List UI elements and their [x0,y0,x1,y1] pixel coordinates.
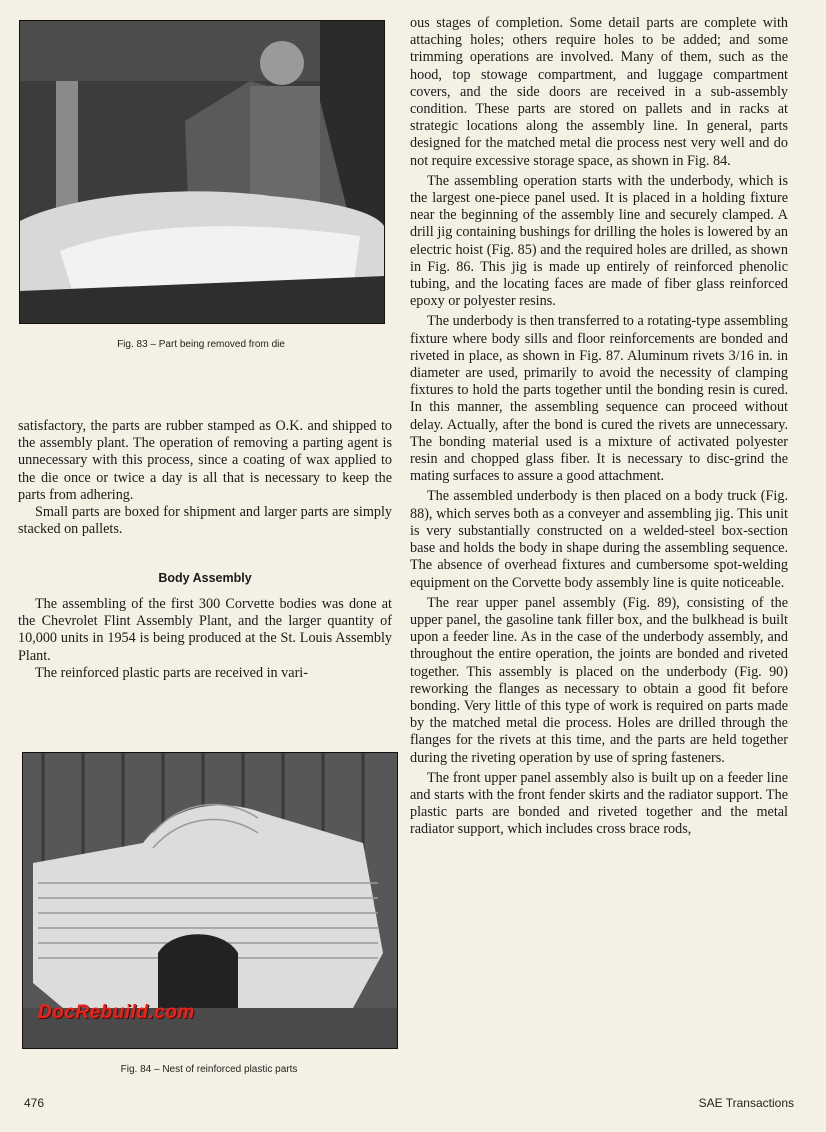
page-number: 476 [24,1096,45,1110]
paragraph: Small parts are boxed for shipment and larger parts are simply stacked on pallets. [18,504,392,538]
section-heading: Body Assembly [158,571,252,585]
paragraph: satisfactory, the parts are rubber stamped as O.K. and shipped to the assembly plant. The operation of removing a parting agent is unnecessary with this process, since a coating of wax applied to the die once or twice a day is all that is necessary to keep the parts from adhering. [18,418,392,503]
paragraph: The rear upper panel assembly (Fig. 89), consisting of the upper panel, the gasoline tank filler box, and the bulkhead is built upon a feeder line. As in the case of the underbody assembly, and throughout the entire operation, the joints are bonded and riveted together. This assembly is placed on the underbody (Fig. 90) reworking the flanges as necessary to obtain a good fit before bonding. Very little of this type of work is required on parts made by the matched metal die process. Holes are drilled through the flanges for the rivets at this time, and the parts are held together during the riveting operation by use of spring fasteners. [410,594,788,766]
paragraph: The assembling operation starts with the underbody, which is the largest one-piece panel used. It is placed in a holding fixture near the beginning of the assembly line and securely clamped. A drill jig containing bushings for drilling the holes is lowered by an electric hoist (Fig. 85) and the required holes are drilled, as shown in Fig. 86. This jig is made up entirely of reinforced phenolic tubing, and the locating faces are made of fiber glass reinforced epoxy or polyester resins. [410,172,788,310]
journal-title: SAE Transactions [698,1096,794,1110]
left-column-section [18,596,392,682]
paragraph: The reinforced plastic parts are received in vari- [35,664,308,681]
figure-84-caption: Fig. 84 – Nest of reinforced plastic parts [120,1064,298,1075]
figure-83-illustration [20,21,384,323]
paragraph: ous stages of completion. Some detail parts are complete with attaching holes; others require holes to be added; and some trimming operations are involved. Many of them, such as the hood, top stowage compartment, and luggage compartment covers, and the side doors are received in a sub-assembly condition. These parts are stored on pallets and in racks at strategic locations along the assembly line. In general, parts designed for the matched metal die process nest very well and do not require excessive storage space, as shown in Fig. 84. [410,15,788,169]
paragraph: The front upper panel assembly also is built up on a feeder line and starts with the front fender skirts and the radiator support. The plastic parts are bonded and riveted together and the metal radiator support, which includes cross brace rods, [410,769,788,838]
paragraph: The assembled underbody is then placed on a body truck (Fig. 88), which serves both as a conveyer and assembling jig. This unit is very substantially constructed on a welded-steel box-section base and holds the body in shape during the assembling sequence. The absence of overhead fixtures and cumbersome spot-welding equipment on the Corvette body assembly line is quite noticeable. [410,488,788,591]
paragraph: The assembling of the first 300 Corvette bodies was done at the Chevrolet Flint Assembly Plant, and the larger quantity of 10,000 units in 1954 is being produced at the St. Louis Assembly Plant. [18,596,392,664]
left-column-top [18,418,392,538]
watermark-logo: DocRebuild.com [38,1002,195,1023]
figure-83-caption: Fig. 83 – Part being removed from die [117,339,285,350]
paragraph: The underbody is then transferred to a rotating-type assembling fixture where body sills and floor reinforcements are bonded and riveted in place, as shown in Fig. 87. Aluminum rivets 3/16 in. in diameter are used, primarily to avoid the necessity of clamping fixtures to hold the parts together until the bonding resin is cured. In this manner, the assembling sequence can proceed without delay. Actually, after the bond is cured the rivets are unnecessary. The bonding material used is a mixture of activated polyester resin and chopped glass fiber. It is necessary to disc-grind the mating surfaces to assure a good attachment. [410,313,788,485]
figure-83-photo [19,20,385,324]
right-column [410,15,788,839]
